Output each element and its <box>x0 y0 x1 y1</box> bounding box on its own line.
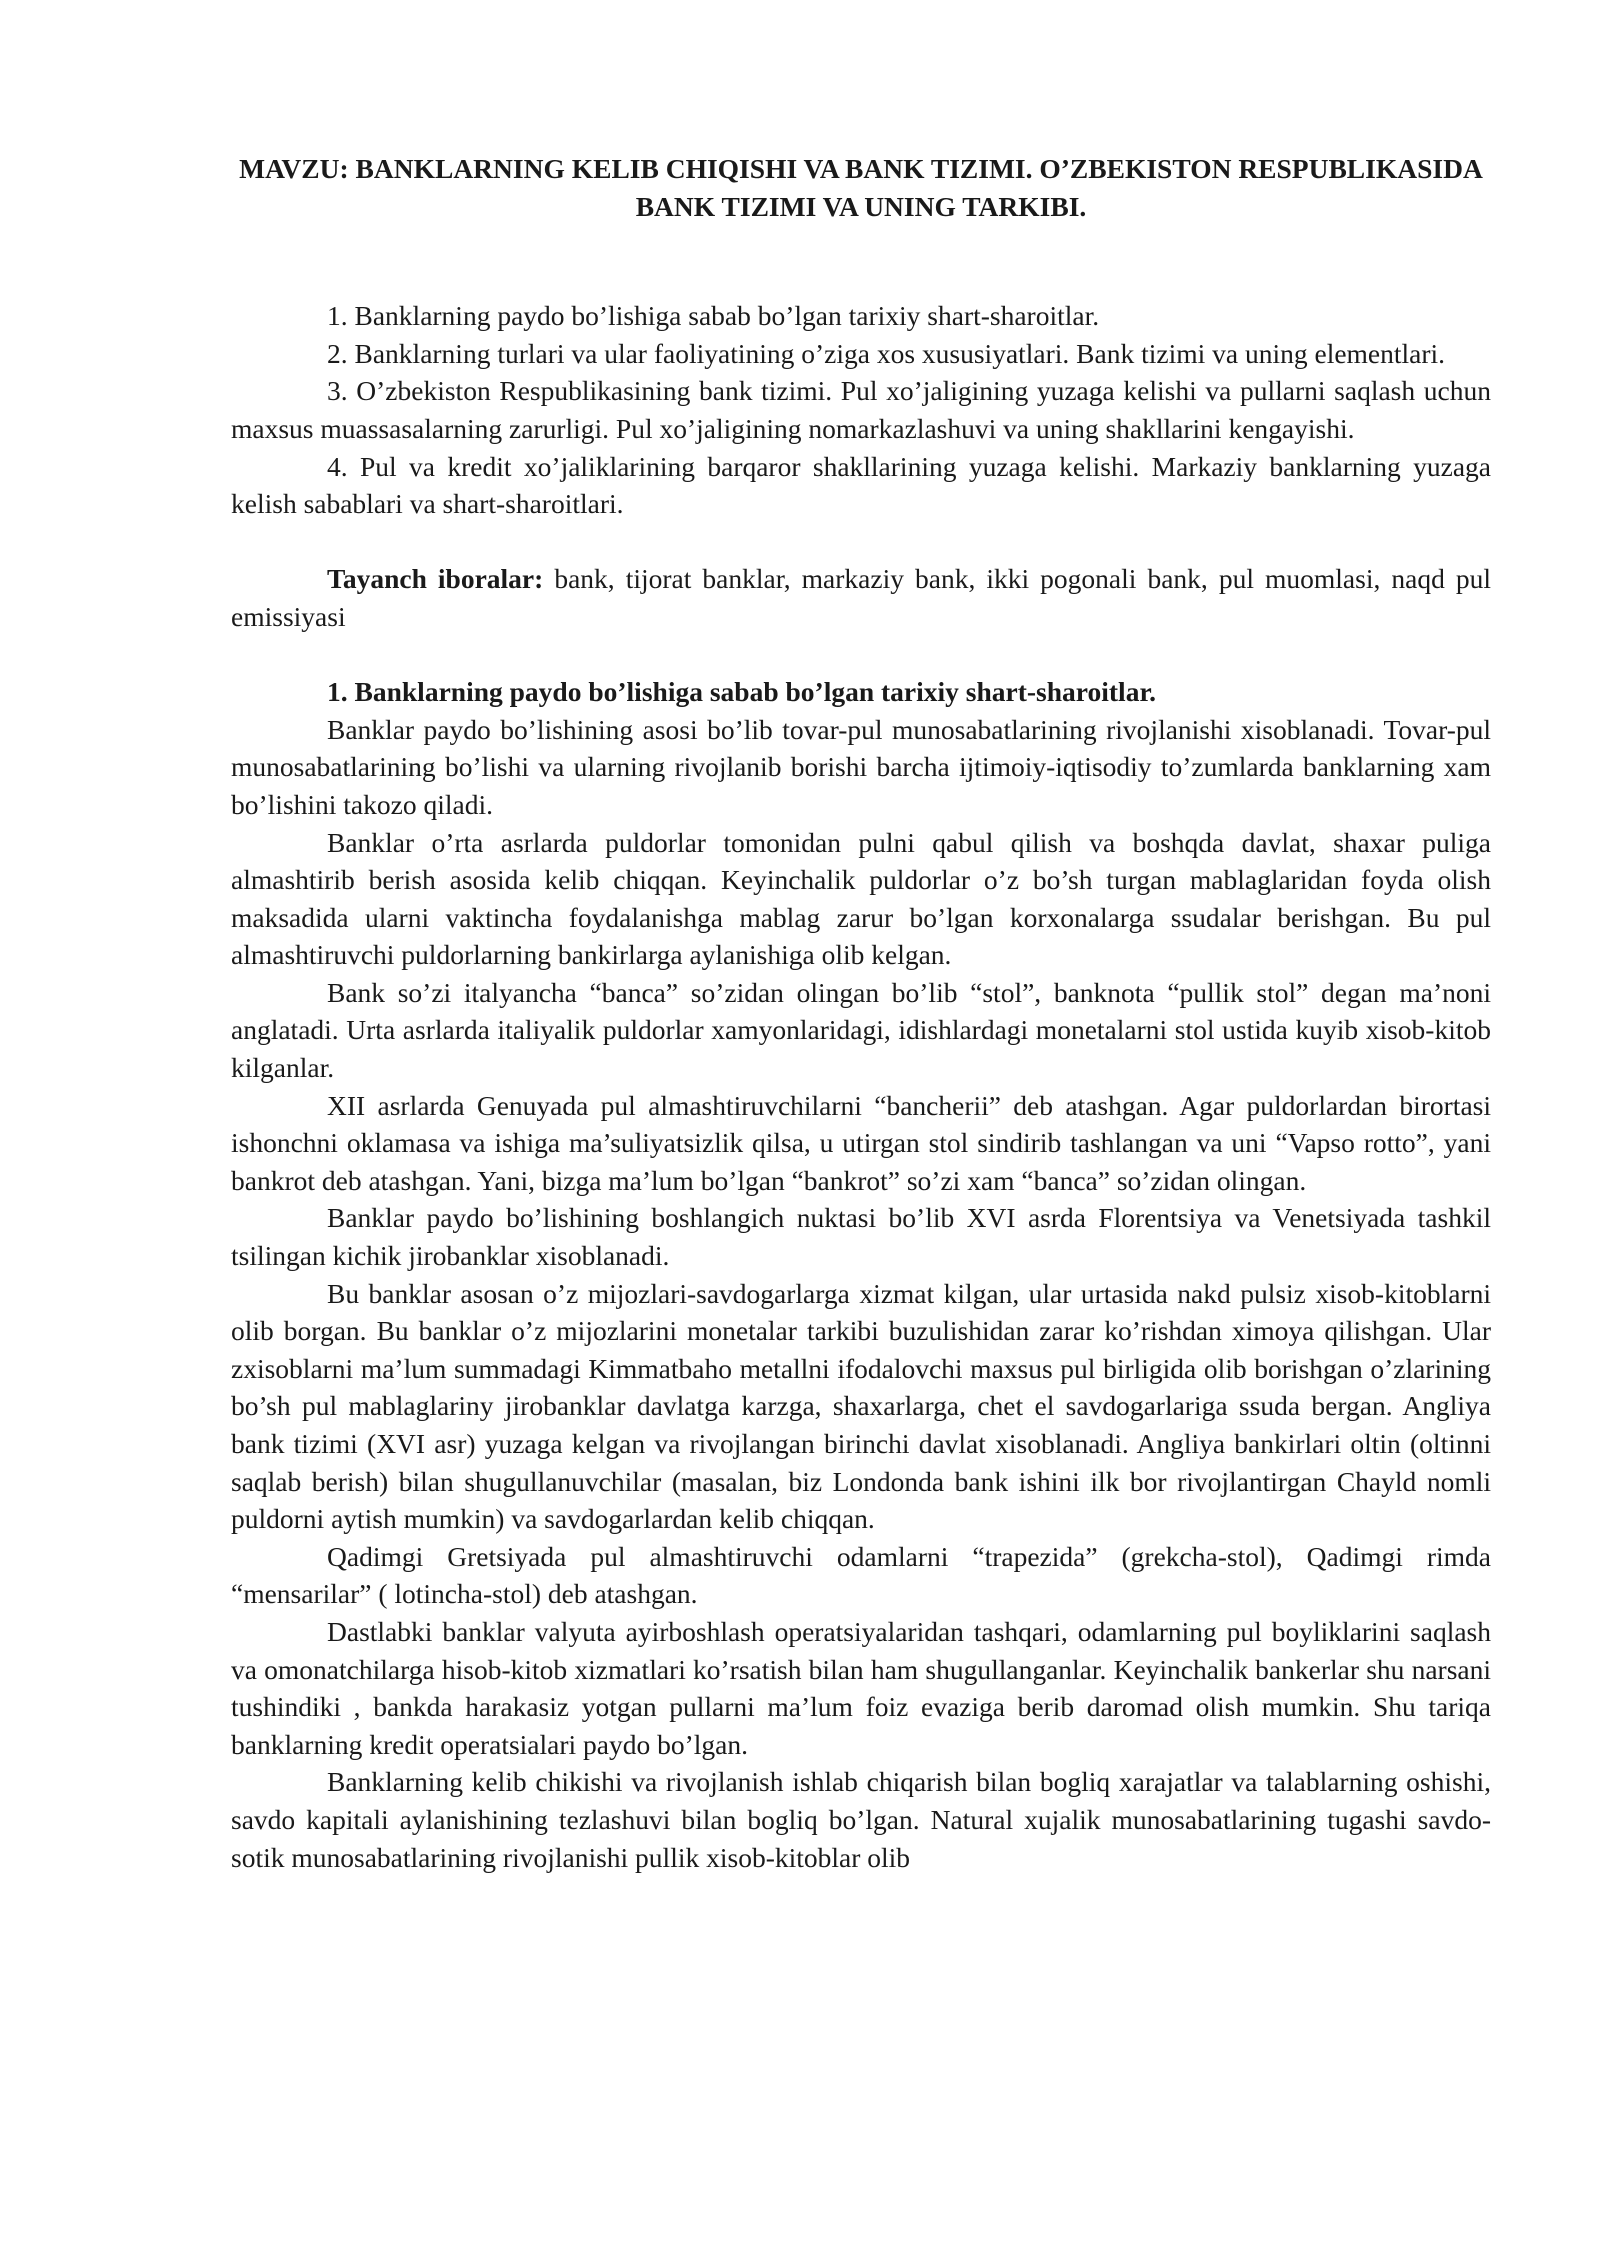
body-paragraph: Banklarning kelib chikishi va rivojlanish ishlab chiqarish bilan bogliq xarajatlar va talablarning oshishi, savdo kapitali aylanishining tezlashuvi bilan bogliq bo’lgan. Natural xujalik munosabatlarining tugashi savdo-sotik munosabatlarining rivojlanishi pullik xisob-kitoblar olib <box>231 1766 1491 1873</box>
spacer <box>231 636 1491 674</box>
document-title: MAVZU: BANKLARNING KELIB CHIQISHI VA BANK TIZIMI. O’ZBEKISTON RESPUBLIKASIDA BANK TIZIMI VA UNING TARKIBI. <box>239 153 1483 222</box>
keywords-paragraph <box>231 560 1491 635</box>
body-paragraph: Banklar o’rta asrlarda puldorlar tomonidan pulni qabul qilish va boshqda davlat, shaxar puliga almashtirib berish asosida kelib chiqqan. Keyinchalik puldorlar o’z bo’sh turgan mablaglaridan foyda olish maksadida ularni vaktincha foydalanishga mablag zarur bo’lgan korxonalarga ssudalar berishgan. Bu pul almashtiruvchi puldorlarning bankirlarga aylanishiga olib kelgan. <box>231 826 1491 971</box>
body-paragraph: Dastlabki banklar valyuta ayirboshlash operatsiyalaridan tashqari, odamlarning pul boyliklarini saqlash va omonatchilarga hisob-kitob xizmatlari ko’rsatish bilan ham shugullanganlar. Keyinchalik bankerlar shu narsani tushindiki , bankda harakasiz yotgan pullarni ma’lum foiz evaziga berib daromad olish mumkin. Shu tariqa banklarning kredit operatsialari paydo bo’lgan. <box>231 1615 1491 1760</box>
outline-item-1: 1. Banklarning paydo bo’lishiga sabab bo’lgan tarixiy shart-sharoitlar. <box>327 300 1100 332</box>
body-paragraph: Bank so’zi italyancha “banca” so’zidan olingan bo’lib “stol”, banknota “pullik stol” degan ma’noni anglatadi. Urta asrlarda italiyalik puldorlar xamyonlaridagi, idishlardagi monetalarni stol ustida kuyib xisob-kitob kilganlar. <box>231 976 1491 1084</box>
body-paragraph: Bu banklar asosan o’z mijozlari-savdogarlarga xizmat kilgan, ular urtasida nakd pulsiz xisob-kitoblarni olib borgan. Bu banklar o’z mijozlarini monetalar tarkibi buzulishidan zarar ko’rishdan ximoya qilishgan. Ular zxisoblarni ma’lum summadagi Kimmatbaho metallni ifodalovchi maxsus pul birligida olib borishgan o’zlarining bo’sh pul mablaglariny jirobanklar davlatga karzga, shaxarlarga, chet el savdogarlariga ssuda bergan. Angliya bank tizimi (XVI asr) yuzaga kelgan va rivojlangan birinchi davlat xisoblanadi. Angliya bankirlari oltin (oltinni saqlab berish) bilan shugullanuvchilar (masalan, biz Londonda bank ishini ilk bor rivojlantirgan Chayld nomli puldorni aytish mumkin) va savdogarlardan kelib chiqqan. <box>231 1277 1491 1535</box>
keywords-label: Tayanch iboralar: <box>327 563 544 595</box>
section-heading: 1. Banklarning paydo bo’lishiga sabab bo’lgan tarixiy shart-sharoitlar. <box>327 676 1157 708</box>
keywords-text: bank, tijorat banklar, markaziy bank, ikki pogonali bank, pul muomlasi, naqd pul emissiyasi <box>231 563 1491 632</box>
outline-item-3: 3. O’zbekiston Respublikasining bank tizimi. Pul xo’jaligining yuzaga kelishi va pullarni saqlash uchun maxsus muassasalarning zarurligi. Pul xo’jaligining nomarkazlashuvi va uning shakllarini kengayishi. <box>231 375 1491 444</box>
spacer <box>231 523 1491 561</box>
body-paragraph: XII asrlarda Genuyada pul almashtiruvchilarni “bancherii” deb atashgan. Agar puldorlardan birortasi ishonchni oklamasa va ishiga ma’suliyatsizlik qilsa, u utirgan stol sindirib tashlangan va uni “Vapso rotto”, yani bankrot deb atashgan. Yani, bizga ma’lum bo’lgan “bankrot” so’zi xam “banca” so’zidan olingan. <box>231 1089 1491 1196</box>
outline-item-2: 2. Banklarning turlari va ular faoliyatining o’ziga xos xususiyatlari. Bank tizimi va uning elementlari. <box>327 337 1446 369</box>
body-paragraph: Banklar paydo bo’lishining asosi bo’lib tovar-pul munosabatlarining rivojlanishi xisoblanadi. Tovar-pul munosabatlarining bo’lishi va ularning rivojlanib borishi barcha ijtimoiy-iqtisodiy to’zumlarda banklarning xam bo’lishini takozo qiladi. <box>231 713 1491 820</box>
document-page <box>231 150 1491 1876</box>
body-paragraph: Banklar paydo bo’lishining boshlangich nuktasi bo’lib XVI asrda Florentsiya va Venetsiyada tashkil tsilingan kichik jirobanklar xisoblanadi. <box>231 1202 1491 1272</box>
outline-item-4: 4. Pul va kredit xo’jaliklarining barqaror shakllarining yuzaga kelishi. Markaziy banklarning yuzaga kelish sabablari va shart-sharoitlari. <box>231 450 1491 520</box>
topic-outline <box>231 297 1491 523</box>
body-paragraph: Qadimgi Gretsiyada pul almashtiruvchi odamlarni “trapezida” (grekcha-stol), Qadimgi rimda “mensarilar” ( lotincha-stol) deb atashgan. <box>231 1540 1491 1610</box>
